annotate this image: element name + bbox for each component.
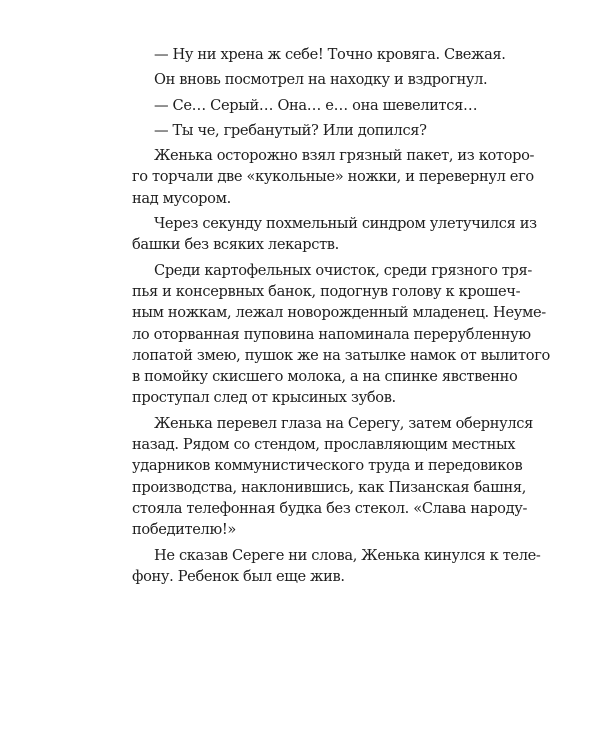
- text-line: башки без всяких лекарств.: [132, 236, 339, 254]
- text-line: ным ножкам, лежал новорожденный младенец. Неуме-: [132, 304, 546, 322]
- paragraph: [132, 44, 506, 65]
- text-line: Не сказав Сереге ни слова, Женька кинулся к теле-: [154, 546, 541, 564]
- paragraph: [132, 120, 476, 141]
- text-line: Женька перевел глаза на Серегу, затем обернулся: [154, 414, 533, 432]
- text-line: Женька осторожно взял грязный пакет, из которо-: [154, 147, 535, 165]
- text-line: стояла телефонная будка без стекол. «Слава народу-: [132, 499, 528, 517]
- text-line: пья и консервных банок, подогнув голову к крошеч-: [132, 282, 521, 300]
- text-line: над мусором.: [132, 189, 231, 207]
- text-line: победителю!»: [132, 521, 236, 539]
- paragraph: [132, 145, 535, 209]
- paragraph: [132, 213, 537, 256]
- text-line: Он вновь посмотрел на находку и вздрогнул.: [154, 71, 488, 89]
- text-line: лопатой змею, пушок же на затылке намок от вылитого: [132, 346, 550, 364]
- text-line: Через секунду похмельный синдром улетучился из: [154, 215, 537, 233]
- text-line: — Ну ни хрена ж себе! Точно кровяга. Свежая.: [154, 46, 506, 63]
- paragraph: [132, 545, 541, 588]
- text-line: ло оторванная пуповина напоминала перерубленную: [132, 325, 531, 343]
- text-line: го торчали две «кукольные» ножки, и перевернул его: [132, 168, 534, 186]
- text-line: фону. Ребенок был еще жив.: [132, 567, 345, 585]
- text-line: — Ты че, гребанутый? Или допился?: [154, 121, 427, 139]
- text-line: в помойку скисшего молока, а на спинке явственно: [132, 368, 518, 386]
- paragraph: [132, 260, 550, 409]
- text-line: Среди картофельных очисток, среди грязного тря-: [154, 261, 532, 279]
- text-line: — Се… Серый… Она… е… она шевелится…: [154, 96, 478, 114]
- text-line: ударников коммунистического труда и передовиков: [132, 457, 523, 475]
- paragraph: [132, 95, 476, 116]
- paragraph: [132, 413, 533, 541]
- paragraph: [132, 69, 488, 90]
- text-line: проступал след от крысиных зубов.: [132, 389, 396, 407]
- text-line: производства, наклонившись, как Пизанская башня,: [132, 478, 527, 496]
- text-line: назад. Рядом со стендом, прославляющим местных: [132, 436, 516, 454]
- body-text: [132, 44, 550, 591]
